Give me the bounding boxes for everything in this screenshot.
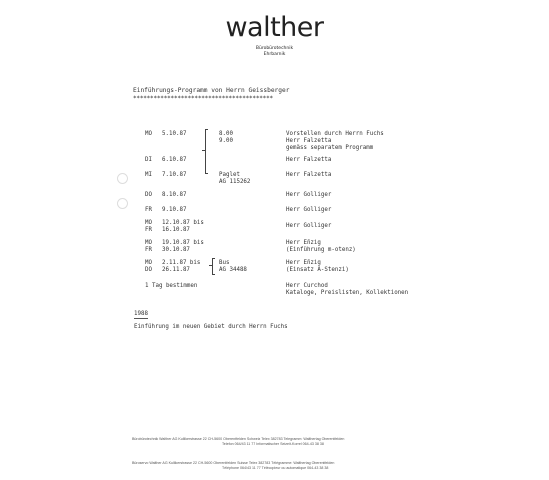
row-6-date-2: 30.10.87: [162, 247, 190, 253]
row-2-note-1: Paglet: [219, 172, 240, 178]
punch-hole-top: [117, 173, 128, 184]
row-1-day: DI: [145, 157, 152, 163]
row-5-date-2: 16.10.87: [162, 227, 190, 233]
row-3-date: 8.10.87: [162, 192, 187, 198]
row-3-desc-1: Herr Golliger: [286, 192, 332, 198]
row-5-day: MO: [145, 220, 152, 226]
row-1-desc-1: Herr Falzetta: [286, 157, 332, 163]
row-6-day: MO: [145, 240, 152, 246]
row-7-date-2: 26.11.87: [162, 267, 190, 273]
row-2-desc-1: Herr Falzetta: [286, 172, 332, 178]
heading-rule: *****************************************: [133, 95, 273, 102]
letterhead-subline-2: Ehrbarnik: [263, 52, 286, 57]
row-4-desc-1: Herr Golliger: [286, 207, 332, 213]
row-2-note-2: AG 115262: [219, 179, 251, 185]
row-3-day: DO: [145, 192, 152, 198]
year-underline: [134, 318, 148, 319]
row-6-date: 19.10.87 bis: [162, 240, 204, 246]
row-4-day: FR: [145, 207, 152, 213]
row-1-date: 6.10.87: [162, 157, 187, 163]
footer-line-1b: Telefon 064/43 11 77 Informatischer Seizeit-Korrel 064-43 38 38: [222, 442, 324, 446]
row-4-date: 9.10.87: [162, 207, 187, 213]
row-5-date: 12.10.87 bis: [162, 220, 204, 226]
letterhead-logo: walther: [225, 12, 324, 43]
row-5-desc-1: Herr Golliger: [286, 223, 332, 229]
footer-line-2b: Téléphone 064/43 11 77 Télécopieur ou automatique 064-43 38 38: [222, 466, 329, 470]
row-7-note-1: Bus: [219, 260, 230, 266]
year-label: 1988: [134, 311, 148, 317]
row-0-day: MO: [145, 131, 152, 137]
brace-week1: [205, 129, 208, 174]
row-6-day-2: FR: [145, 247, 152, 253]
row-0-desc-3: gemäss separatem Programm: [286, 145, 374, 151]
row-0-date: 5.10.87: [162, 131, 187, 137]
row-7-note-2: AG 34488: [219, 267, 247, 273]
row-7-desc-2: (Einsatz A-Stenzi): [286, 267, 349, 273]
row-8-desc-1: Herr Curchod: [286, 283, 328, 289]
row-7-day: MO: [145, 260, 152, 266]
row-7-day-2: DO: [145, 267, 152, 273]
row-0-time-2: 9.00: [219, 138, 233, 144]
year-note: Einführung im neuen Gebiet durch Herrn Fuchs: [134, 324, 288, 330]
row-0-desc-1: Vorstellen durch Herrn Fuchs: [286, 131, 384, 137]
row-7-date: 2.11.87 bis: [162, 260, 201, 266]
row-8-desc-2: Kataloge, Preislisten, Kollektionen: [286, 290, 409, 296]
row-2-day: MI: [145, 172, 152, 178]
footer-line-2: Büroservo Walther AG Kullikerstrasse 22 CH-5600 Oberentfelden Suisse Telex 382783 Télégramme: Walthertag Oberentfelden: [132, 461, 335, 465]
brace-week1-tip: [202, 150, 205, 151]
document-heading: Einführungs-Programm von Herrn Geissberger: [133, 87, 290, 94]
brace-november-tip: [209, 265, 212, 266]
letterhead-subline-1: Bürobürotechnik: [255, 46, 294, 51]
punch-hole-bottom: [117, 198, 128, 209]
row-5-day-2: FR: [145, 227, 152, 233]
footer-line-1: Bürobürotechnik Walther AG Kullikerstrasse 22 CH-5600 Oberentfelden Schweiz Telex 382783 Telegramm: Walthertag Oberentfelden: [132, 437, 345, 441]
row-8-date: 1 Tag bestimmen: [145, 283, 198, 289]
brace-november: [212, 258, 215, 275]
row-6-desc-2: (Einführung m-otenz): [286, 247, 356, 253]
row-6-desc-1: Herr Eñzig: [286, 240, 321, 246]
row-0-desc-2: Herr Falzetta: [286, 138, 332, 144]
row-7-desc-1: Herr Eñzig: [286, 260, 321, 266]
row-2-date: 7.10.87: [162, 172, 187, 178]
row-0-time-1: 8.00: [219, 131, 233, 137]
